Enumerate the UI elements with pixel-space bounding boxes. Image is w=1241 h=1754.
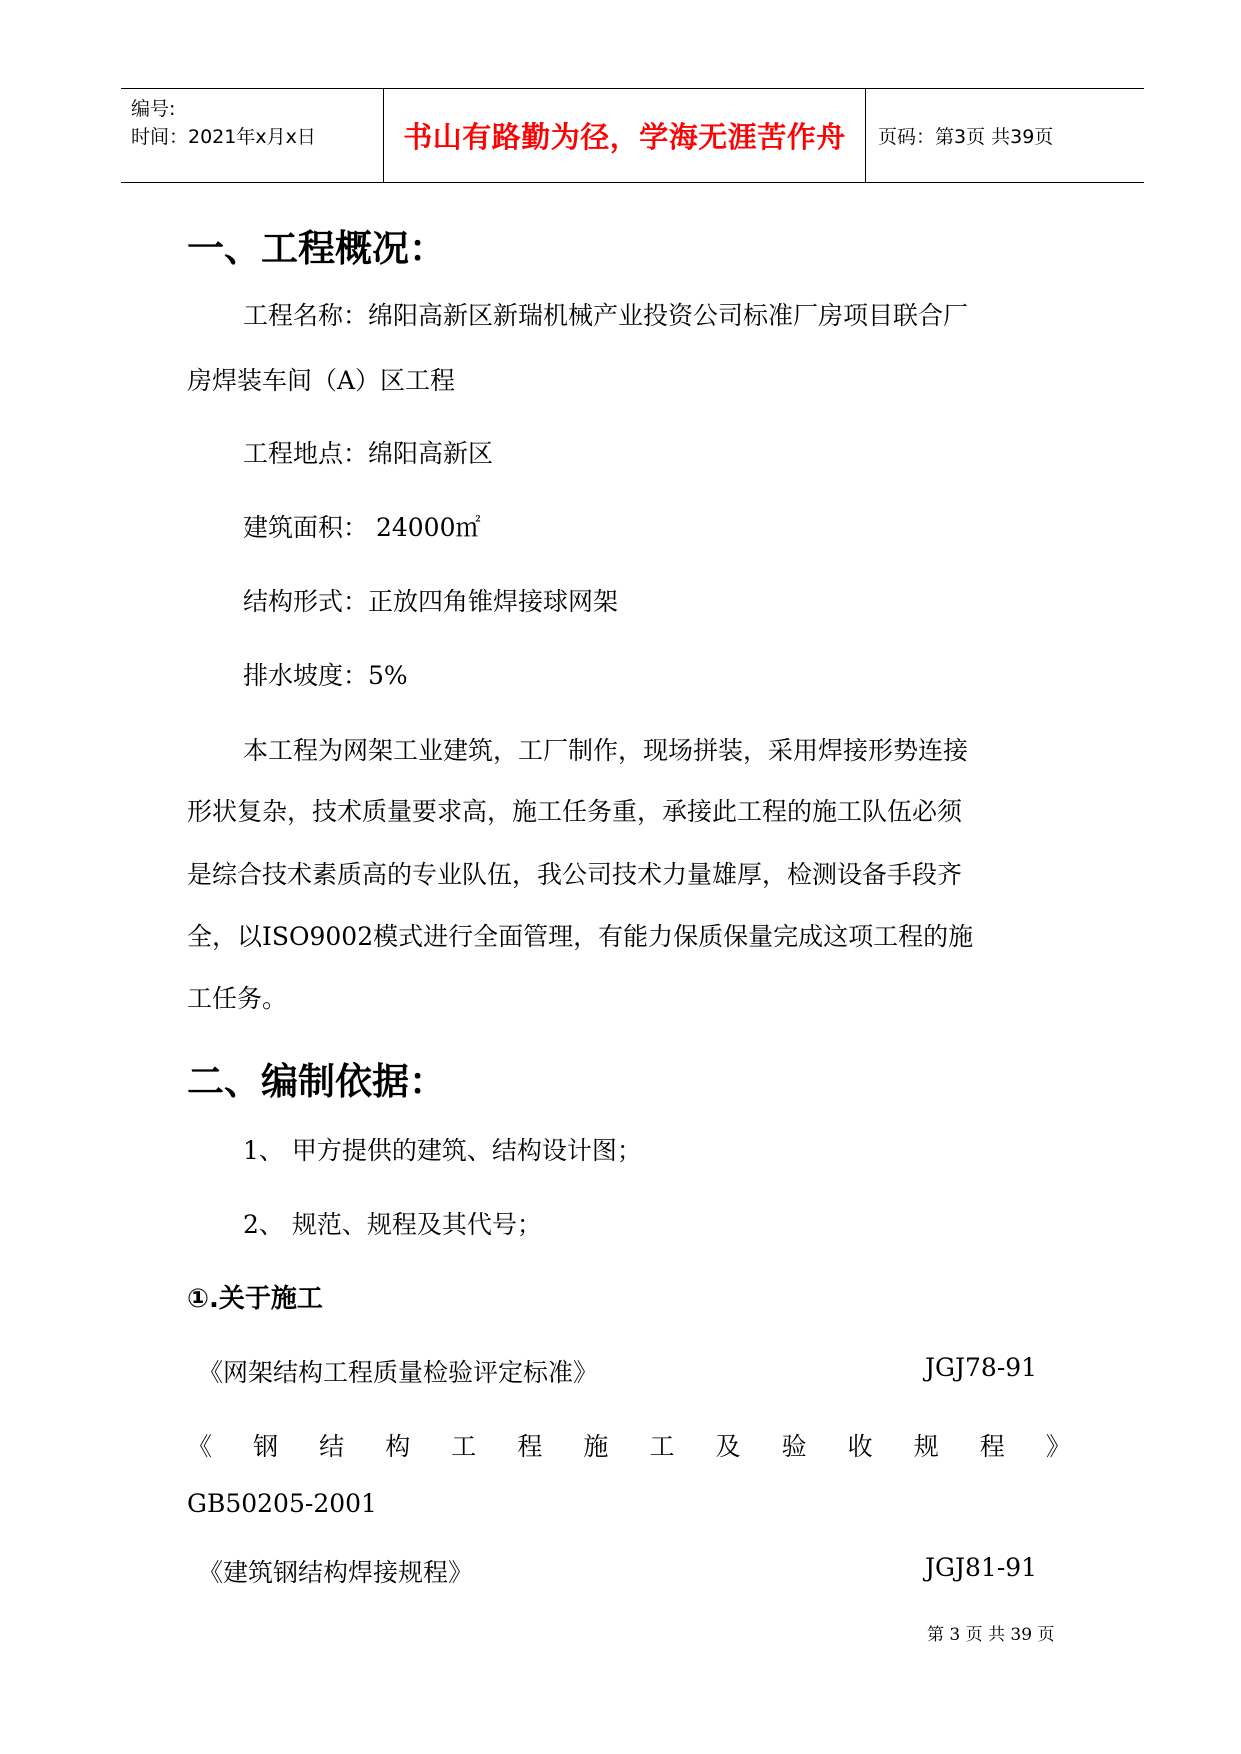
standard-2-char: 规 [913, 1432, 939, 1461]
standard-2-char: 及 [715, 1432, 741, 1461]
header-meta [121, 89, 383, 182]
standard-1-title: 《网架结构工程质量检验评定标准》 [198, 1358, 599, 1387]
project-name-line-2: 房焊装车间（A）区工程 [187, 366, 456, 395]
page-footer: 第 3 页 共 39 页 [927, 1625, 1055, 1645]
section-1-heading: 一、工程概况： [187, 227, 446, 270]
doc-number-label: 编号: [131, 98, 176, 120]
overview-paragraph-line-3: 是综合技术素质高的专业队伍，我公司技术力量雄厚，检测设备手段齐 [187, 860, 963, 889]
overview-paragraph-line-2: 形状复杂，技术质量要求高，施工任务重，承接此工程的施工队伍必须 [187, 797, 963, 826]
standard-1-code: JGJ78-91 [925, 1353, 1038, 1382]
standard-2-title [187, 1427, 1071, 1463]
standard-2-code: GB50205-2001 [187, 1489, 377, 1518]
overview-paragraph-line-1: 本工程为网架工业建筑，工厂制作，现场拼装，采用焊接形势连接 [243, 736, 969, 765]
date-label: 时间：2021年x月x日 [131, 126, 316, 148]
standard-2-char: 收 [847, 1432, 873, 1461]
page-header [121, 88, 1144, 183]
construction-subheading: ①.关于施工 [187, 1284, 323, 1314]
standard-2-char: 工 [649, 1432, 675, 1461]
standard-2-char: 结 [319, 1432, 345, 1461]
standard-2-char: 》 [1045, 1432, 1071, 1461]
standard-3-title: 《建筑钢结构焊接规程》 [198, 1558, 474, 1587]
standard-2-char: 《 [187, 1432, 213, 1461]
header-page-info: 页码：第3页 共39页 [878, 126, 1054, 148]
overview-paragraph-line-5: 工任务。 [187, 984, 288, 1013]
basis-item-1: 1、 甲方提供的建筑、结构设计图； [243, 1136, 642, 1165]
section-2-heading: 二、编制依据： [187, 1060, 446, 1103]
standard-2-char: 钢 [253, 1432, 279, 1461]
overview-paragraph-line-4: 全，以ISO9002模式进行全面管理，有能力保质保量完成这项工程的施 [187, 922, 974, 951]
standard-2-char: 程 [517, 1432, 543, 1461]
standard-2-char: 施 [583, 1432, 609, 1461]
standard-2-char: 工 [451, 1432, 477, 1461]
standard-2-char: 程 [979, 1432, 1005, 1461]
standard-3-code: JGJ81-91 [925, 1553, 1038, 1582]
standard-2-char: 构 [385, 1432, 411, 1461]
structure-type: 结构形式：正放四角锥焊接球网架 [243, 587, 619, 616]
project-location: 工程地点：绵阳高新区 [243, 439, 494, 468]
header-motto: 书山有路勤为径，学海无涯苦作舟 [383, 89, 866, 182]
standard-2-char: 验 [781, 1432, 807, 1461]
project-name-line-1: 工程名称：绵阳高新区新瑞机械产业投资公司标准厂房项目联合厂 [243, 301, 969, 330]
building-area: 建筑面积： 24000㎡ [243, 513, 481, 542]
basis-item-2: 2、 规范、规程及其代号； [243, 1210, 542, 1239]
drainage-slope: 排水坡度：5% [243, 661, 408, 690]
